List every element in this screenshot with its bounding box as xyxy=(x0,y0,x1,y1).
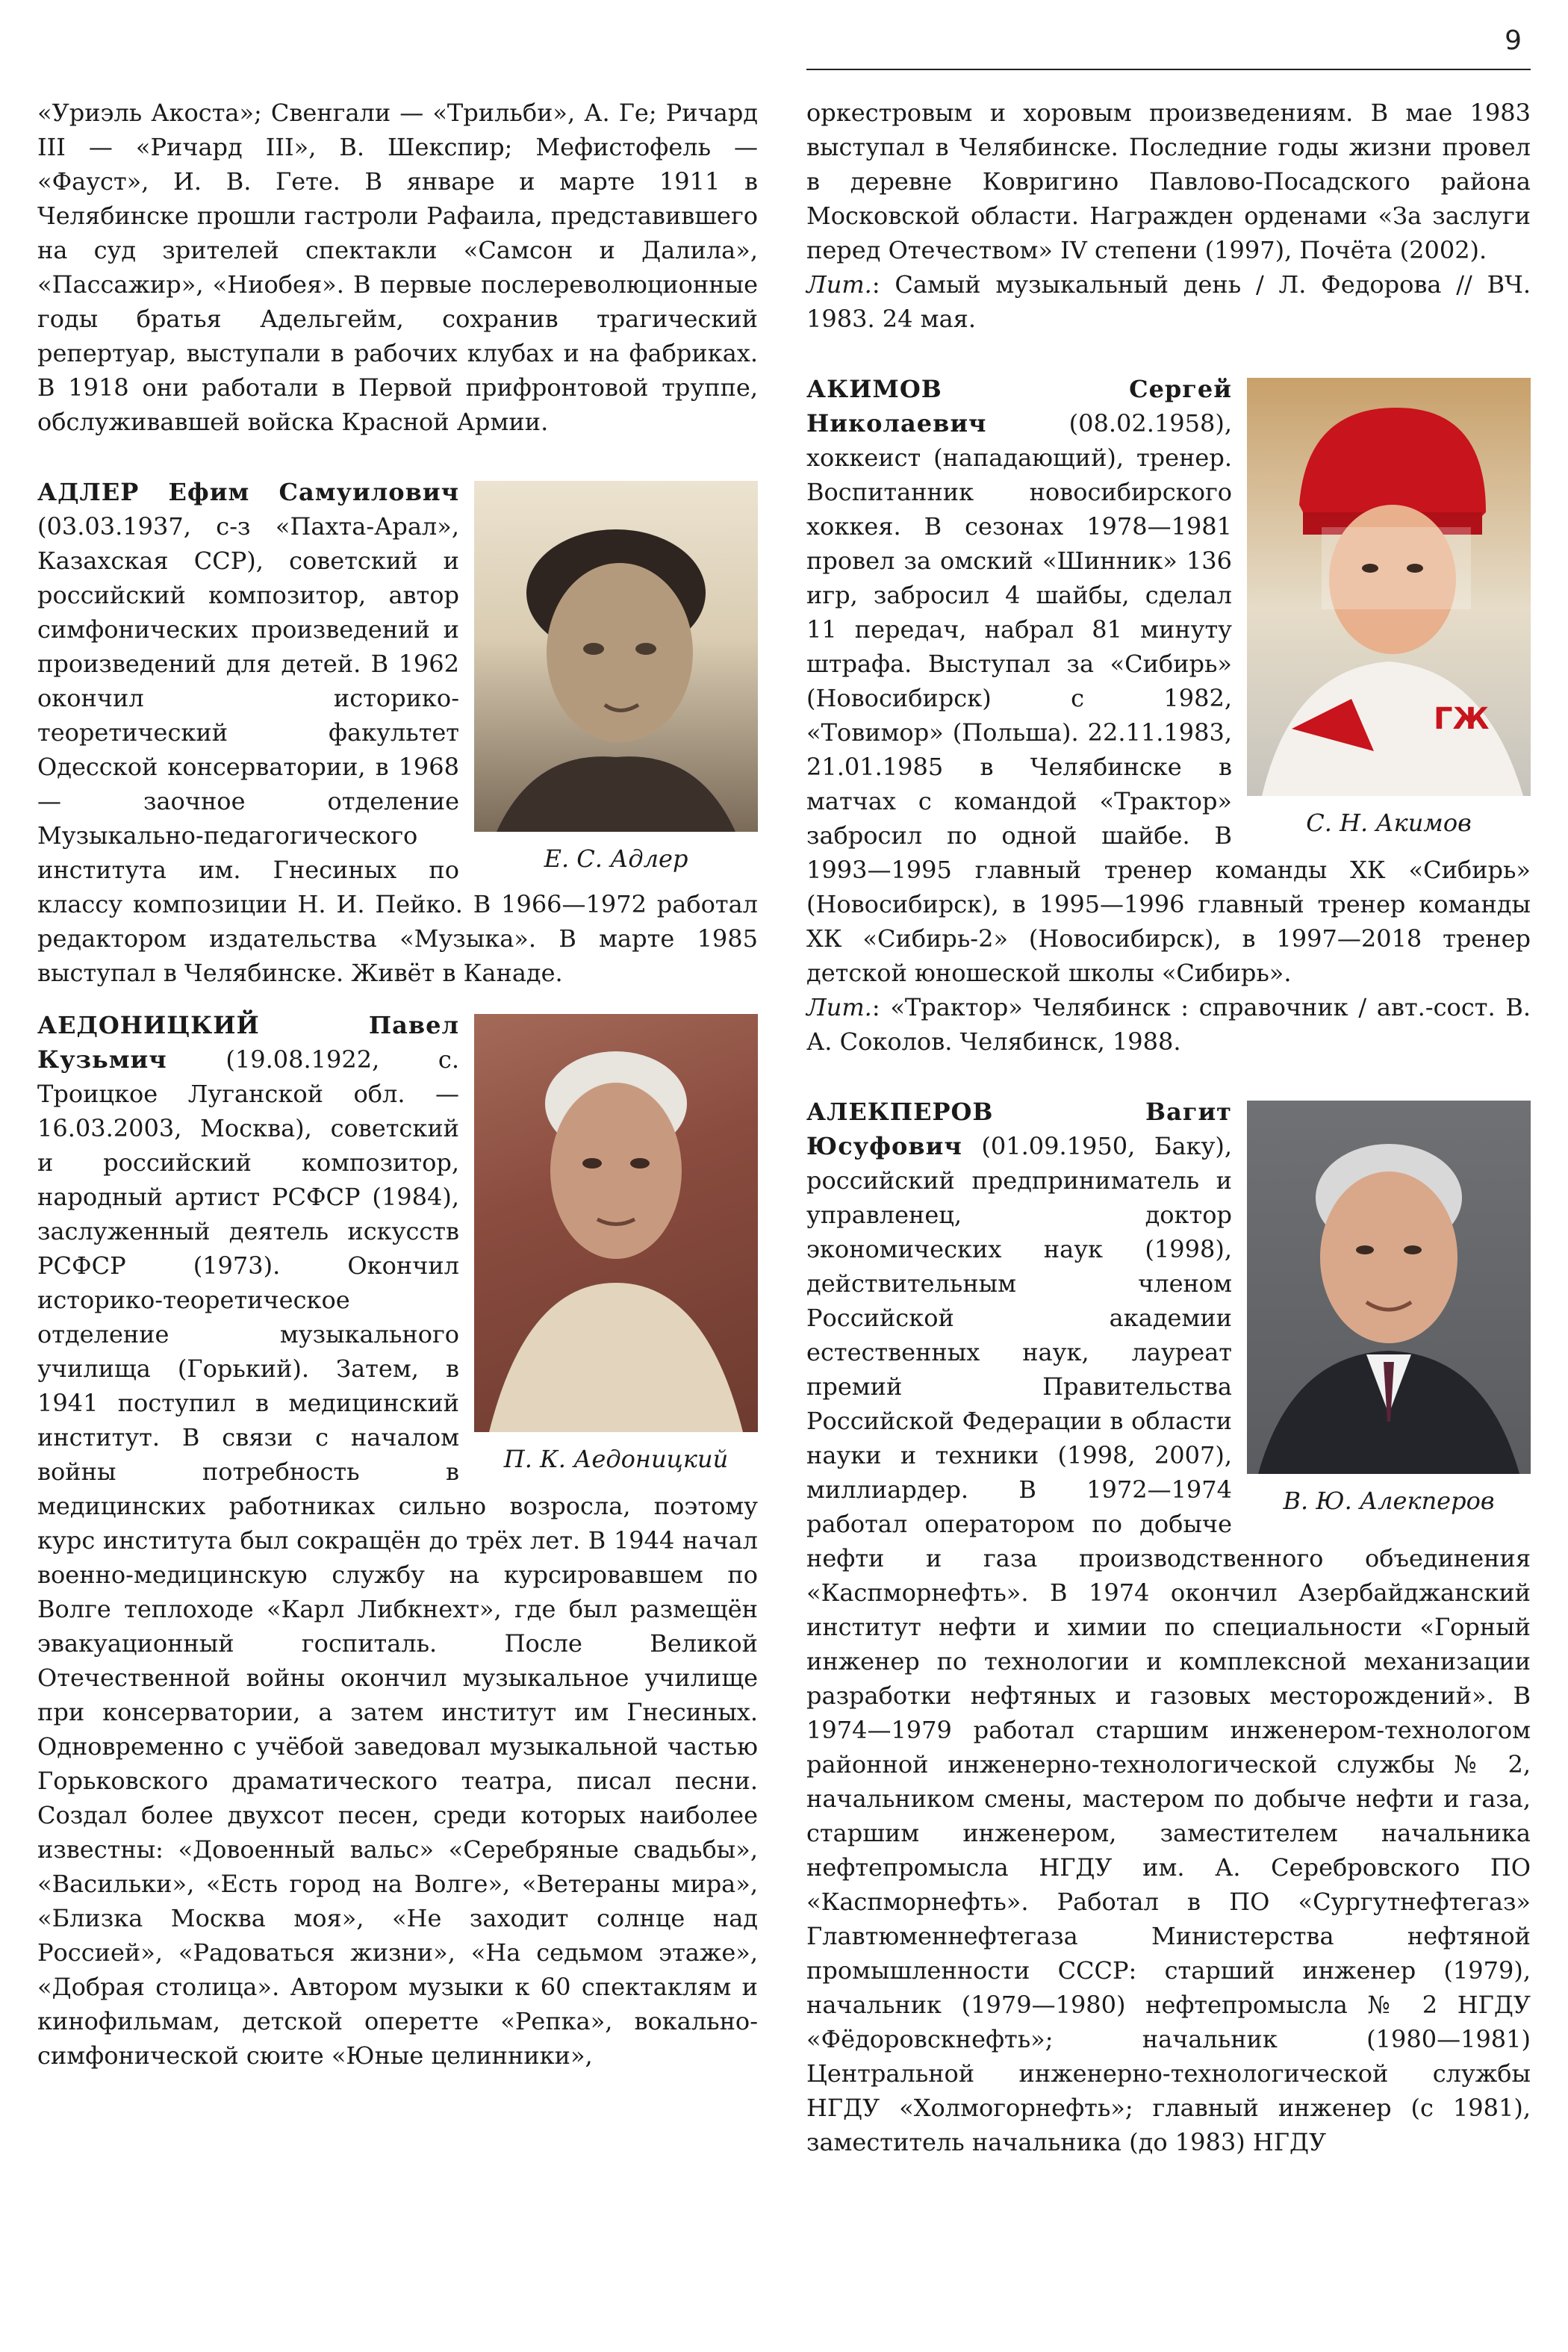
literature-reference: Лит.: Самый музыкальный день / Л. Федорова // ВЧ. 1983. 24 мая. xyxy=(806,270,1531,333)
akimov-photo xyxy=(1247,378,1531,796)
aedonitsky-body: (19.08.1922, с. Троицкое Луганской обл. — 16.03.2003, Москва), советский и российский композитор, народный артист РСФСР (1984), заслуженный деятель искусств РСФСР (1973). Окончил историко-теоретическое отделение музыкального училища (Горький). Затем, в 1941 поступил в медицинский институт. В связи с началом войны потребность в медицинских работниках сильно возросла, поэтому курс института был сокращён до трёх лет. В 1944 начал военно-медицинскую службу на курсировавшем по Волге теплоходе «Карл Либкнехт», где был размещён эвакуационный госпиталь. После Великой Отечественной войны окончил музыкальное училище при консерватории, а затем институт им Гнесиных. Одновременно с учёбой заведовал музыкальной частью Горьковского драматического театра, писал песни. Создал более двухсот песен, среди которых наиболее известны: «Довоенный вальс» «Серебряные свадьбы», «Васильки», «Есть город на Волге», «Ветераны мира», «Близка Москва моя», «Не заходит солнце над Россией», «Радоваться жизни», «На седьмом этаже», «Добрая столица». Автором музыки к 60 спектаклям и кинофильмам, детской оперетте «Репка», вокально-симфонической сюите «Юные целинники», xyxy=(37,1045,758,2070)
entry-alekperov xyxy=(806,1095,1531,2159)
continuation-text: оркестровым и хоровым произведениям. В мае 1983 выступал в Челябинске. Последние годы жизни провел в деревне Ковригино Павлово-Посадского района Московской области. Награжден орденами «За заслуги перед Отечеством» IV степени (1997), Почёта (2002). xyxy=(806,99,1531,264)
jersey-text: ГЖ xyxy=(1434,702,1490,736)
page-number: 9 xyxy=(1505,25,1522,56)
akimov-body: (08.02.1958), хоккеист (нападающий), тренер. Воспитанник новосибирского хоккея. В сезонах 1978—1981 провел за омский «Шинник» 136 игр, забросил 4 шайбы, сделал 11 передач, набрал 81 минуту штрафа. Выступал за «Сибирь» (Новосибирск) с 1982, «Товимор» (Польша). 22.11.1983, 21.01.1985 в Челябинске в матчах с командой «Трактор» забросил по одной шайбе. В 1993—1995 главный тренер команды ХК «Сибирь» (Новосибирск), в 1995—1996 главный тренер команды ХК «Сибирь-2» (Новосибирск), в 1997—2018 тренер детской юношеской школы «Сибирь». xyxy=(806,409,1531,987)
adler-body: (03.03.1937, с-з «Пахта-Арал», Казахская ССР), советский и российский композитор, автор симфонических произведений и произведений для детей. В 1962 окончил историко-теоретический факультет Одесской консерватории, в 1968 — заочное отделение Музыкально-педагогического института им. Гнесиных по классу композиции Н. И. Пейко. В 1966—1972 работал редактором издательства «Музыка». В марте 1985 выступал в Челябинске. Живёт в Канаде. xyxy=(37,512,758,987)
portrait-illustration xyxy=(1247,378,1531,796)
portrait-illustration xyxy=(1247,1101,1531,1474)
literature-reference: Лит.: «Трактор» Челябинск : справочник / авт.-сост. В. А. Соколов. Челябинск, 1988. xyxy=(806,993,1531,1056)
continuation-text: «Уриэль Акоста»; Свенгали — «Трильби», А. Ге; Ричард III — «Ричард III», В. Шекспир; Мефистофель — «Фауст», И. В. Гете. В январе и марте 1911 в Челябинске прошли гастроли Рафаила, представившего на суд зрителей спектакли «Самсон и Далила», «Пассажир», «Ниобея». В первые послереволюционные годы братья Адельгейм, сохранив трагический репертуар, выступали в рабочих клубах и на фабриках. В 1918 они работали в Первой прифронтовой труппе, обслуживавшей войска Красной Армии. xyxy=(37,99,758,436)
adler-figure xyxy=(474,481,758,875)
adler-caption: Е. С. Адлер xyxy=(544,844,688,873)
aedonitsky-headword: АЕДОНИЦКИЙ Павел Кузьмич xyxy=(37,1011,459,1074)
alekperov-photo xyxy=(1247,1101,1531,1474)
header-rule xyxy=(806,69,1531,70)
alekperov-headword: АЛЕКПЕРОВ Вагит Юсуфович xyxy=(806,1098,1232,1160)
entry-adler xyxy=(37,475,758,990)
right-column xyxy=(806,96,1531,2159)
adler-photo xyxy=(474,481,758,832)
akimov-caption: С. Н. Акимов xyxy=(1306,809,1472,837)
entry-aedonitsky xyxy=(37,1008,758,2073)
portrait-illustration xyxy=(474,1014,758,1432)
aedonitsky-caption: П. К. Аедоницкий xyxy=(503,1445,729,1473)
akimov-headword: АКИМОВ Сергей Николаевич xyxy=(806,375,1232,438)
adler-headword: АДЛЕР Ефим Самуилович xyxy=(37,478,459,506)
left-column xyxy=(37,96,758,2073)
alekperov-caption: В. Ю. Алекперов xyxy=(1283,1487,1495,1515)
portrait-illustration xyxy=(474,481,758,832)
akimov-figure xyxy=(1247,378,1531,839)
alekperov-body: (01.09.1950, Баку), российский предприниматель и управленец, доктор экономических наук (1998), действительным членом Российской академии естественных наук, лауреат премий Правительства Российской Федерации в области науки и техники (1998, 2007), миллиардер. В 1972—1974 работал оператором по добыче нефти и газа производственного объединения «Каспморнефть». В 1974 окончил Азербайджанский институт нефти и химии по специальности «Горный инженер по технологии и комплексной механизации разработки нефтяных и газовых месторождений». В 1974—1979 работал старшим инженером-технологом районной инженерно-технологической службы № 2, начальником смены, мастером по добыче нефти и газа, старшим инженером, заместителем начальника нефтепромысла НГДУ им. А. Серебровского ПО «Каспморнефть». Работал в ПО «Сургутнефтегаз» Главтюменнефтегаза Министерства нефтяной промышленности СССР: старший инженер (1979), начальник (1979—1980) нефтепромысла № 2 НГДУ «Фёдоровскнефть»; начальник (1980—1981) Центральной инженерно-технологической службы НГДУ «Холмогорнефть»; главный инженер (с 1981), заместитель начальника (до 1983) НГДУ xyxy=(806,1132,1531,2156)
entry-akimov xyxy=(806,372,1531,1059)
aedonitsky-figure xyxy=(474,1014,758,1475)
aedonitsky-photo xyxy=(474,1014,758,1432)
alekperov-figure xyxy=(1247,1101,1531,1517)
